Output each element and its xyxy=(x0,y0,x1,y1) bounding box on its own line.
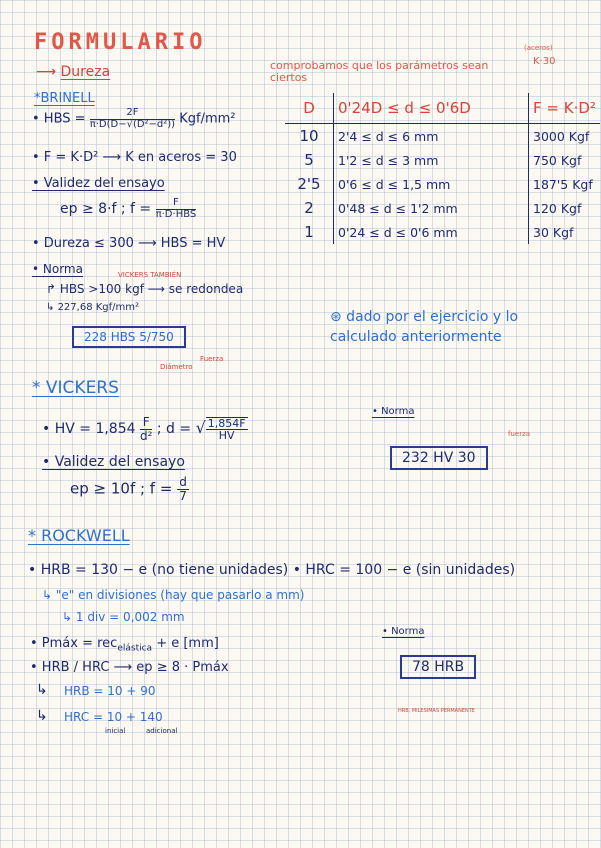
hrb-line: • HRB = 130 − e (no tiene unidades) • HRC = 100 − e (sin unidades) xyxy=(28,562,516,578)
table-cell: 0'48 ≤ d ≤ 1'2 mm xyxy=(334,196,529,220)
table-cell: 2'4 ≤ d ≤ 6 mm xyxy=(334,124,529,149)
vickers-f-denominator: 7 xyxy=(179,488,187,503)
table-row xyxy=(285,124,600,149)
pmax-sub: elástica xyxy=(117,643,153,654)
rockwell-norma-box: 78 HRB xyxy=(400,655,476,679)
vickers-f-numerator: d xyxy=(179,475,187,489)
hbs-formula xyxy=(32,108,236,130)
table-row xyxy=(285,220,600,244)
hrc-label-adicional: adicional xyxy=(146,727,178,735)
table-row xyxy=(285,196,600,220)
hv-formula xyxy=(42,416,248,442)
brinell-f-denominator: π·D·HBS xyxy=(155,208,197,220)
vickers-ep-formula xyxy=(70,476,189,502)
vickers-heading: * VICKERS xyxy=(32,378,119,398)
brinell-f-fraction xyxy=(156,198,197,220)
table-cell: 0'24 ≤ d ≤ 0'6 mm xyxy=(334,220,529,244)
hbs-prefix: • HBS = xyxy=(32,111,86,127)
brinell-table xyxy=(285,93,600,244)
hrc-sum: HRC = 10 + 140 xyxy=(64,710,163,724)
pmax-prefix: • Pmáx = rec xyxy=(30,636,118,651)
table-cell: 3000 Kgf xyxy=(533,128,590,144)
vickers-fuerza-note: fuerza xyxy=(508,430,531,438)
brinell-norma-box: 228 HBS 5/750 xyxy=(72,326,186,348)
vickers-norma-box: 232 HV 30 xyxy=(390,446,488,470)
hv-denominator: d² xyxy=(139,428,153,443)
pmax-rest: + e [mm] xyxy=(152,636,219,651)
brinell-norma: • Norma xyxy=(32,262,83,276)
rockwell-heading: * ROCKWELL xyxy=(28,526,130,545)
table-row xyxy=(285,148,600,172)
hv-numerator: F xyxy=(140,416,152,430)
rockwell-norma-sub: HRB, MILESIMAS PERMANENTE xyxy=(398,708,475,714)
hrc-label-inicial: inicial xyxy=(105,727,126,735)
pmax-line xyxy=(30,636,219,654)
d-fraction xyxy=(206,417,248,442)
table-cell: 1'2 ≤ d ≤ 3 mm xyxy=(334,148,529,172)
hrb-hrc-line: • HRB / HRC ⟶ ep ≥ 8 · Pmáx xyxy=(30,660,229,675)
hbs-unit: Kgf/mm² xyxy=(179,111,236,127)
vickers-tambien-note: VICKERS TAMBIÉN xyxy=(118,271,182,279)
table-row xyxy=(285,172,600,196)
table-header-row xyxy=(285,93,600,124)
arrow-icon: ↳ xyxy=(36,708,48,724)
vickers-f-fraction xyxy=(177,476,189,502)
vickers-ep-prefix: ep ≥ 10f ; f = xyxy=(70,479,173,498)
table-cell: 187'5 Kgf xyxy=(533,176,593,192)
table-header-range: 0'24D ≤ d ≤ 0'6D xyxy=(334,93,529,124)
d-numerator: 1,854F xyxy=(207,416,246,430)
hbs-denominator: π·D(D−√(D²−d²)) xyxy=(89,118,176,130)
hbs-redondea: ↱ HBS >100 kgf ⟶ se redondea xyxy=(46,282,244,296)
sqrt-icon: √ xyxy=(195,418,206,438)
table-cell: 30 Kgf xyxy=(533,224,574,240)
table-cell: 120 Kgf xyxy=(533,200,582,216)
k30-note: K·30 xyxy=(533,56,556,67)
hbs-value: ↳ 227,68 Kgf/mm² xyxy=(46,302,140,313)
rockwell-norma: • Norma xyxy=(382,626,425,637)
vickers-validez: • Validez del ensayo xyxy=(42,454,185,470)
hbs-numerator: 2F xyxy=(90,108,175,120)
dureza-line: • Dureza ≤ 300 ⟶ HBS = HV xyxy=(32,236,226,251)
table-cell: 2 xyxy=(285,196,334,220)
hv-fraction xyxy=(140,416,152,442)
table-cell: 10 xyxy=(285,124,334,149)
brinell-ep-prefix: ep ≥ 8·f ; f = xyxy=(60,201,152,217)
hbs-fraction xyxy=(90,108,175,130)
vickers-norma: • Norma xyxy=(372,406,415,417)
table-cell: 5 xyxy=(285,148,334,172)
table-cell: 0'6 ≤ d ≤ 1,5 mm xyxy=(334,172,529,196)
f-formula: • F = K·D² ⟶ K en aceros = 30 xyxy=(32,150,237,165)
table-cell: 750 Kgf xyxy=(533,152,582,168)
brinell-ep-formula xyxy=(60,198,196,220)
table-header-f: F = K·D² xyxy=(529,93,600,124)
hbs-redondea-text: HBS >100 kgf ⟶ se redondea xyxy=(59,282,244,296)
aceros-note: (aceros) xyxy=(524,44,553,52)
table-cell: 1 xyxy=(285,220,334,244)
dado-note: ⊛ dado por el ejercicio y lo calculado anteriormente xyxy=(330,309,519,345)
brinell-heading: *BRINELL xyxy=(34,91,95,106)
dureza-heading: ⟶ Dureza xyxy=(36,64,111,80)
d-denominator: HV xyxy=(218,429,235,443)
hv-prefix: • HV = 1,854 xyxy=(42,421,136,438)
brinell-validez: • Validez del ensayo xyxy=(32,176,165,191)
arrow-icon: ↳ xyxy=(36,682,48,698)
brinell-f-numerator: F xyxy=(156,198,197,210)
dureza-label: Dureza xyxy=(60,64,111,80)
table-header-d: D xyxy=(285,93,334,124)
hrb-sum: HRB = 10 + 90 xyxy=(64,684,156,698)
comprobamos-note: comprobamos que los parámetros sean ciertos xyxy=(270,59,489,85)
div-line: ↳ 1 div = 0,002 mm xyxy=(62,610,185,624)
e-div-line: ↳ "e" en divisiones (hay que pasarlo a mm) xyxy=(42,588,305,602)
fuerza-label: Fuerza xyxy=(200,355,224,363)
hbs-value-text: 227,68 Kgf/mm² xyxy=(57,302,140,313)
table-cell: 2'5 xyxy=(285,172,334,196)
d-prefix: ; d = xyxy=(156,421,192,438)
page-title: FORMULARIO xyxy=(34,30,207,55)
diametro-label: Diámetro xyxy=(160,363,193,371)
